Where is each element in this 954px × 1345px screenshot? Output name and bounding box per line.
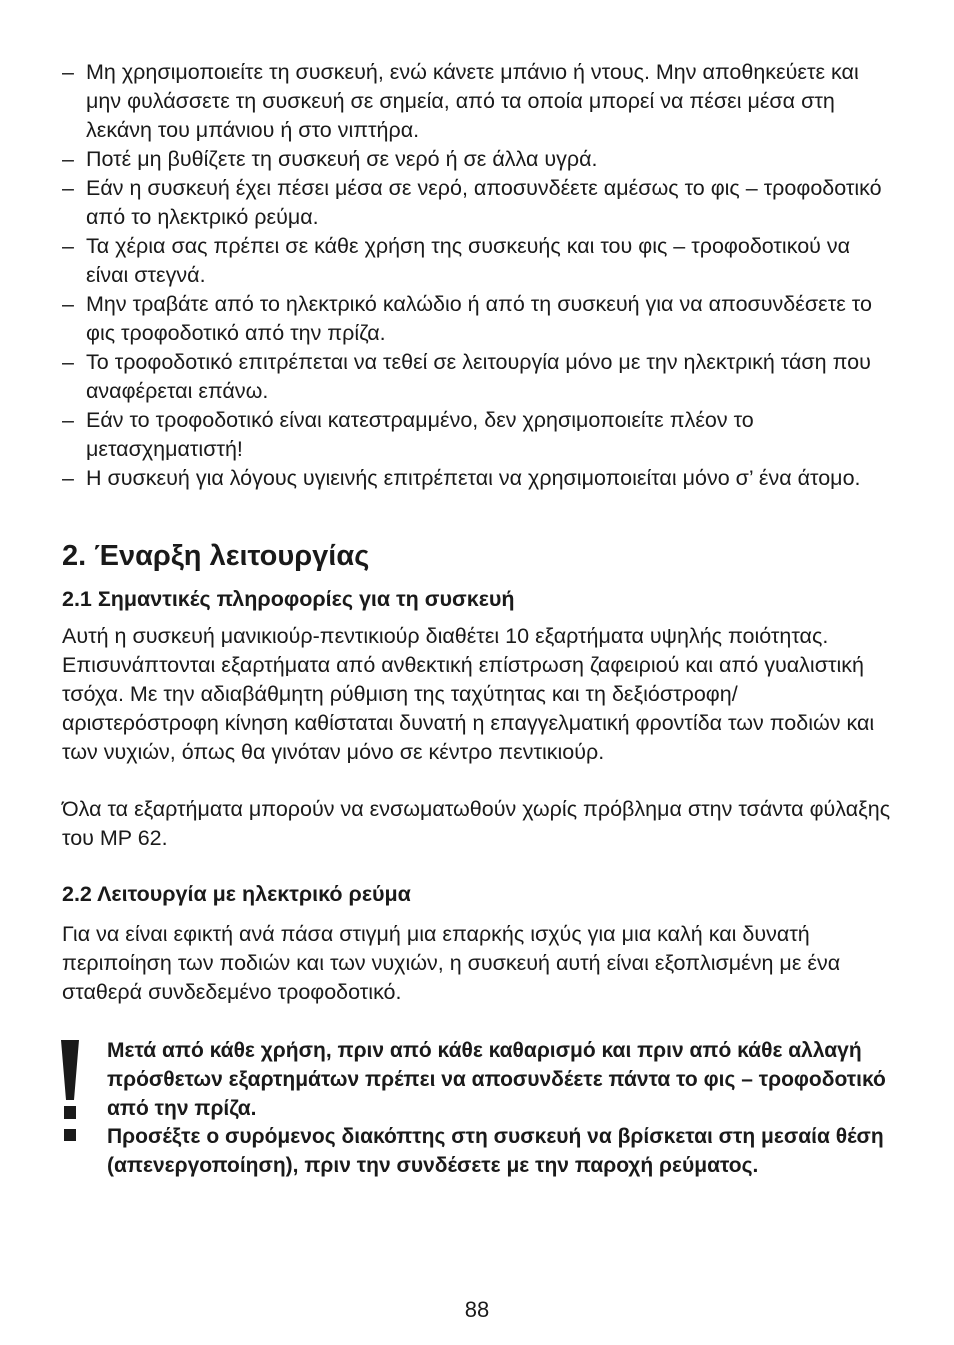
section-title: 2. Έναρξη λειτουργίας [62, 540, 370, 572]
list-item: – Η συσκευή για λόγους υγιεινής επιτρέπεται να χρησιμοποιείται μόνο σ’ ένα άτομο. [62, 466, 861, 490]
list-item: – Εάν η συσκευή έχει πέσει μέσα σε νερό, αποσυνδέετε αμέσως το φις – τροφοδοτικό από το ηλεκτρικό ρεύμα. [62, 176, 882, 229]
safety-list [62, 58, 892, 493]
list-item: – Τα χέρια σας πρέπει σε κάθε χρήση της συσκευής και του φις – τροφοδοτικού να είναι στεγνά. [62, 234, 851, 287]
paragraph-power: Για να είναι εφικτή ανά πάσα στιγμή μια επαρκής ισχύς για μια καλή και δυνατή περιποίηση των ποδιών και των νυχιών, η συσκευή αυτή είναι εξοπλισμένη με ένα σταθερά συνδεδεμένο τροφοδοτικό. [62, 922, 841, 1004]
list-item: – Το τροφοδοτικό επιτρέπεται να τεθεί σε λειτουργία μόνο με την ηλεκτρική τάση που αναφέρεται επάνω. [62, 350, 871, 403]
list-item: – Ποτέ μη βυθίζετε τη συσκευή σε νερό ή σε άλλα υγρά. [62, 147, 598, 171]
paragraph-storage: Όλα τα εξαρτήματα μπορούν να ενσωματωθούν χωρίς πρόβλημα στην τσάντα φύλαξης του MP 62. [62, 797, 891, 850]
subsection-title-2-1: 2.1 Σημαντικές πληροφορίες για τη συσκευή [62, 587, 515, 611]
warning-switch-position: Προσέξτε ο συρόμενος διακόπτης στη συσκευή να βρίσκεται στη μεσαία θέση (απενεργοποίηση), πριν την συνδέσετε με την παροχή ρεύματος. [107, 1125, 884, 1177]
paragraph-device-info: Αυτή η συσκευή μανικιούρ-πεντικιούρ διαθέτει 10 εξαρτήματα υψηλής ποιότητας. Επισυνάπτονται εξαρτήματα από ανθεκτική επίστρωση ζαφειριού και από γυαλιστική τσόχα. Με την αδιαβάθμητη ρύθμιση της ταχύτητας και τη δεξιόστροφη/αριστερόστροφη κίνηση καθίσταται δυνατή η επαγγελματική φροντίδα των ποδιών και των νυχιών, όπως θα γινόταν μόνο σε κέντρο πεντικιούρ. [62, 624, 875, 764]
subsection-title-2-2: 2.2 Λειτουργία με ηλεκτρικό ρεύμα [62, 882, 411, 906]
list-item: – Μην τραβάτε από το ηλεκτρικό καλώδιο ή από τη συσκευή για να αποσυνδέσετε το φις τροφοδοτικό από την πρίζα. [62, 292, 872, 345]
warning-unplug: Μετά από κάθε χρήση, πριν από κάθε καθαρισμό και πριν από κάθε αλλαγή πρόσθετων εξαρτημάτων πρέπει να αποσυνδέετε πάντα το φις – τροφοδοτικό από την πρίζα. [107, 1039, 886, 1120]
square-bullet-icon [64, 1129, 76, 1141]
list-item: – Εάν το τροφοδοτικό είναι κατεστραμμένο, δεν χρησιμοποιείτε πλέον το μετασχηματιστή! [62, 408, 754, 461]
exclamation-icon [60, 1040, 80, 1120]
page-number: 88 [464, 1297, 490, 1322]
list-item: – Μη χρησιμοποιείτε τη συσκευή, ενώ κάνετε μπάνιο ή ντους. Μην αποθηκεύετε και μην φυλάσσετε τη συσκευή σε σημεία, από τα οποία μπορεί να πέσει μέσα στη λεκάνη του μπάνιου ή στο νιπτήρα. [62, 60, 859, 142]
